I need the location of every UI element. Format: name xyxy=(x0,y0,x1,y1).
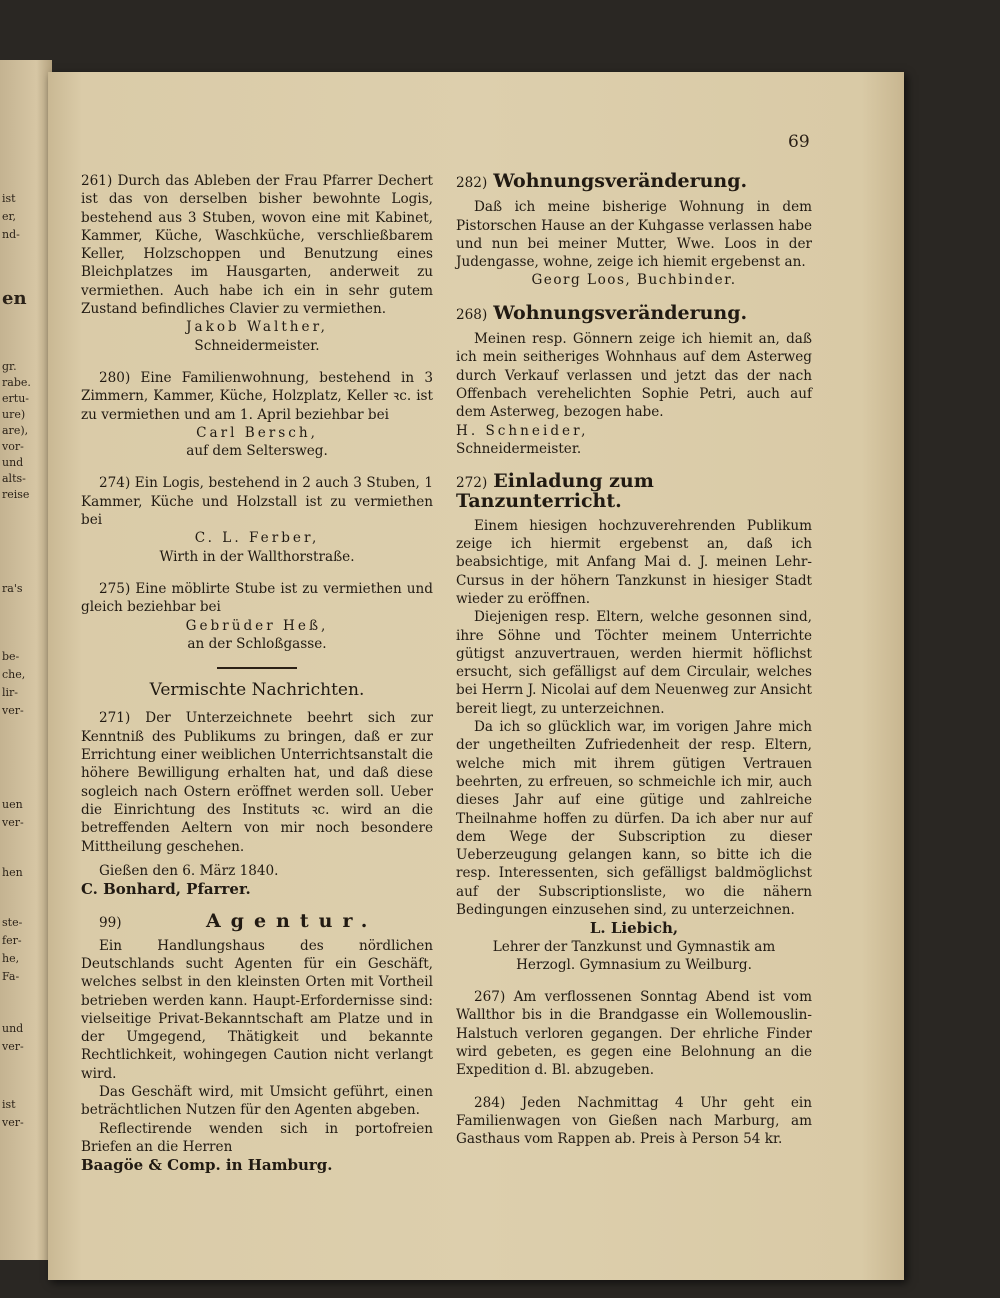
prev-fragment: uen xyxy=(2,798,23,811)
prev-fragment: gr. xyxy=(2,360,17,373)
ad-signature-title: Lehrer der Tanzkunst und Gymnastik am xyxy=(492,938,776,955)
prev-fragment: ist xyxy=(2,192,16,205)
ad-heading xyxy=(456,172,812,192)
ad-267 xyxy=(456,988,812,1079)
ad-text: Daß ich meine bisherige Wohnung in dem Pistorschen Hause an der Kuhgasse verlassen habe und nun bei meiner Mutter, Wwe. Loos in der Judengasse, wohne, zeige ich hiemit ergebenst an. xyxy=(456,199,812,271)
ad-282 xyxy=(456,172,812,290)
prev-fragment: ver- xyxy=(2,1040,24,1053)
prev-fragment: ure) xyxy=(2,408,26,421)
prev-fragment: ver- xyxy=(2,1116,24,1129)
right-column xyxy=(456,172,812,1163)
ad-number: 99) xyxy=(99,915,122,932)
ad-271 xyxy=(81,709,433,898)
ad-text: 261) Durch das Ableben der Frau Pfarrer Dechert ist das von derselben bisher bewohnte Logis, bestehend aus 3 Stuben, wovon eine mit Kabinet, Kammer, Küche, Waschküche, verschließbarem Keller, Holzschoppen und Benutzung eines Bleichplatzes im Hausgarten, anderweit zu vermiethen. Auch habe ich ein in sehr gutem Zustand befindliches Clavier zu vermiethen. xyxy=(81,173,433,318)
prev-fragment: reise xyxy=(2,488,30,501)
left-column xyxy=(81,172,433,1189)
section-divider xyxy=(217,667,297,669)
prev-fragment: ra's xyxy=(2,582,23,595)
ad-signature-title: Herzogl. Gymnasium zu Weilburg. xyxy=(516,956,752,973)
ad-text: Einem hiesigen hochzuverehrenden Publikum zeige ich hiermit ergebenst an, daß ich beabsichtige, mit Anfang Mai d. J. meinen Lehr-Cursus in der höhern Tanzkunst in hiesiger Stadt wieder zu eröffnen. xyxy=(456,517,812,607)
ad-text: 274) Ein Logis, bestehend in 2 auch 3 Stuben, 1 Kammer, Küche und Holzstall ist zu vermiethen bei xyxy=(81,475,433,529)
ad-261 xyxy=(81,172,433,355)
ad-signature: Gebrüder Heß, xyxy=(185,617,329,634)
ad-284 xyxy=(456,1094,812,1149)
ad-signature-title: Schneidermeister. xyxy=(456,440,582,457)
prev-fragment: lir- xyxy=(2,686,19,699)
prev-fragment: be- xyxy=(2,650,20,663)
prev-fragment: en xyxy=(2,288,27,309)
ad-text: Reflectirende wenden sich in portofreien Briefen an die Herren xyxy=(81,1120,433,1155)
prev-fragment: ist xyxy=(2,1098,16,1111)
ad-signature: Baagöe & Comp. in Hamburg. xyxy=(81,1156,333,1175)
ad-signature: Carl Bersch, xyxy=(196,424,318,441)
previous-page-edge xyxy=(0,60,52,1260)
ad-text: Das Geschäft wird, mit Umsicht geführt, einen beträchtlichen Nutzen für den Agenten abgeben. xyxy=(81,1084,433,1119)
ad-signature-title: auf dem Seltersweg. xyxy=(186,443,328,460)
prev-fragment: ertu- xyxy=(2,392,29,405)
ad-text: 284) Jeden Nachmittag 4 Uhr geht ein Familienwagen von Gießen nach Marburg, am Gasthaus vom Rappen ab. Preis à Person 54 kr. xyxy=(456,1094,812,1148)
ad-title: Wohnungsveränderung. xyxy=(493,170,748,192)
ad-signature-title: an der Schloßgasse. xyxy=(187,635,327,652)
ad-text: Meinen resp. Gönnern zeige ich hiemit an, daß ich mein seitheriges Wohnhaus auf dem Asterweg durch Verkauf verlassen und jetzt das der nach Offenbach verehelichten Sophie Petri, auch auf dem Asterweg, bezogen habe. xyxy=(456,331,812,421)
ad-text: Da ich so glücklich war, im vorigen Jahre mich der ungetheilten Zufriedenheit der resp. Eltern, welche mich mit ihrem gütigen Vertrauen beehrten, zu erfreuen, so schmeichle ich mir, auch dieses Jahr auf eine gütige und zahlreiche Theilnahme hoffen zu dürfen. Da ich aber nur auf dem Wege der Subscription zu dieser Ueberzeugung gelangen kann, so bitte ich die resp. Interessenten, sich gefälligst baldmöglichst auf der Subscriptionsliste, wo die nähern Bedingungen einzusehen sind, zu unterzeichnen. xyxy=(456,719,812,918)
ad-signature-title: Wirth in der Wallthorstraße. xyxy=(159,548,355,565)
ad-title: Agentur. xyxy=(205,910,378,933)
ad-signature: C. L. Ferber, xyxy=(194,530,320,547)
ad-signature: C. Bonhard, Pfarrer. xyxy=(81,880,251,899)
ad-275 xyxy=(81,580,433,653)
ad-text: 280) Eine Familienwohnung, bestehend in 3 Zimmern, Kammer, Küche, Holzplatz, Keller ꝛc. ist zu vermiethen und am 1. April beziehbar bei xyxy=(81,369,433,423)
ad-280 xyxy=(81,369,433,460)
prev-fragment: und xyxy=(2,456,24,469)
ad-title: Einladung zum Tanzunterricht. xyxy=(456,470,654,513)
ad-heading xyxy=(456,301,812,324)
ad-number: 268) xyxy=(456,306,488,323)
ad-text: Diejenigen resp. Eltern, welche gesonnen sind, ihre Söhne und Töchter meinem Unterrichte gütigst anzuvertrauen, werden hiermit höflichst ersucht, sich gefälligst auf dem Circulair, welches bei Herrn J. Nicolai auf dem Neuenweg zur Ansicht bereit liegt, zu unterzeichnen. xyxy=(456,609,812,717)
prev-fragment: fer- xyxy=(2,934,22,947)
prev-fragment: hen xyxy=(2,866,23,879)
ad-signature: L. Liebich, xyxy=(589,919,679,938)
prev-fragment: nd- xyxy=(2,228,20,241)
ad-signature-title: Schneidermeister. xyxy=(194,337,320,354)
ad-text: Ein Handlungshaus des nördlichen Deutschlands sucht Agenten für ein Geschäft, welches selbst in den kleinsten Orten mit Vortheil betrieben werden kann. Haupt-Erfordernisse sind: vielseitige Privat-Bekanntschaft am Platze und in der Umgegend, Thätigkeit und bekannte Rechtlichkeit, wohingegen Caution nicht verlangt wird. xyxy=(81,937,433,1082)
prev-fragment: rabe. xyxy=(2,376,31,389)
ad-272 xyxy=(456,472,812,974)
ad-signature: H. Schneider, xyxy=(456,422,589,439)
prev-fragment: ver- xyxy=(2,816,24,829)
ad-number: 272) xyxy=(456,475,488,492)
prev-fragment: ver- xyxy=(2,704,24,717)
section-title: Vermischte Nachrichten. xyxy=(149,680,365,701)
prev-fragment: alts- xyxy=(2,472,26,485)
prev-fragment: che, xyxy=(2,668,26,681)
newspaper-page xyxy=(48,72,904,1280)
ad-signature: Jakob Walther, xyxy=(186,319,328,336)
ad-text: 271) Der Unterzeichnete beehrt sich zur Kenntniß des Publikums zu bringen, daß er zur Errichtung einer weiblichen Unterrichtsanstalt die höhere Bewilligung erhalten hat, und daß diese sogleich nach Ostern eröffnet werden soll. Ueber die Einrichtung des Instituts ꝛc. wird an die betreffenden Aeltern von mir noch besondere Mittheilung geschehen. xyxy=(81,710,433,855)
page-number: 69 xyxy=(788,132,810,152)
ad-date: Gießen den 6. März 1840. xyxy=(99,862,279,879)
ad-text: 267) Am verflossenen Sonntag Abend ist vom Wallthor bis in die Brandgasse ein Wollemouslin-Halstuch verloren gegangen. Der ehrliche Finder wird gebeten, es gegen eine Belohnung an die Expedition d. Bl. abzugeben. xyxy=(456,989,812,1079)
prev-fragment: er, xyxy=(2,210,17,223)
prev-fragment: are), xyxy=(2,424,29,437)
ad-signature: Georg Loos, Buchbinder. xyxy=(531,272,737,289)
prev-fragment: Fa- xyxy=(2,970,20,983)
ad-number: 282) xyxy=(456,175,488,191)
ad-heading xyxy=(456,472,812,511)
ad-text: 275) Eine möblirte Stube ist zu vermiethen und gleich beziehbar bei xyxy=(81,580,433,616)
prev-fragment: ste- xyxy=(2,916,23,929)
prev-fragment: he, xyxy=(2,952,20,965)
prev-fragment: vor- xyxy=(2,440,24,453)
prev-fragment: und xyxy=(2,1022,24,1035)
ad-title: Wohnungsveränderung. xyxy=(493,301,748,324)
ad-268 xyxy=(456,301,812,458)
ad-99 xyxy=(81,912,433,1174)
ad-274 xyxy=(81,474,433,565)
